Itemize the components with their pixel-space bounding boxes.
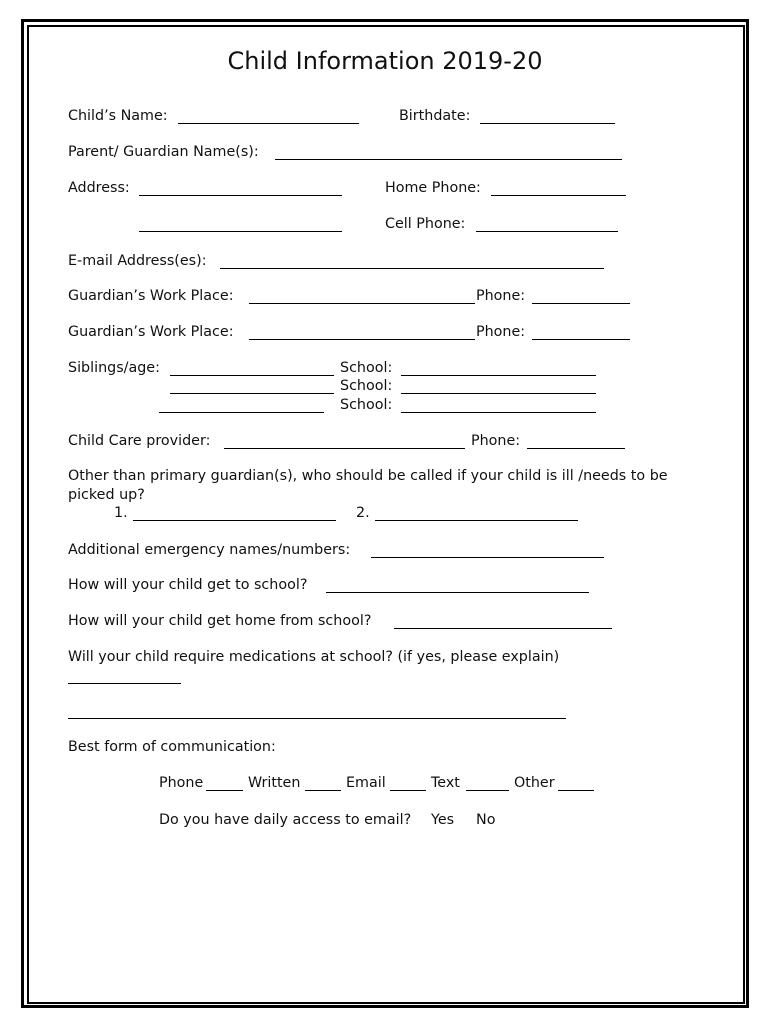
other-contact-question-line1: Other than primary guardian(s), who should be called if your child is ill /needs to be — [68, 468, 668, 484]
school-1-field[interactable] — [401, 375, 596, 376]
sibling-1-field[interactable] — [170, 375, 334, 376]
school-3-field[interactable] — [401, 412, 596, 413]
sibling-2-field[interactable] — [170, 393, 334, 394]
medications-field-1[interactable] — [68, 683, 181, 684]
option-phone-blank[interactable] — [206, 790, 243, 791]
sibling-3-field[interactable] — [159, 412, 324, 413]
get-home-field[interactable] — [394, 628, 612, 629]
school-2-field[interactable] — [401, 393, 596, 394]
cell-phone-label: Cell Phone: — [385, 216, 466, 232]
child-name-label: Child’s Name: — [68, 108, 168, 124]
school-2-label: School: — [340, 378, 393, 394]
siblings-label: Siblings/age: — [68, 360, 160, 376]
school-1-label: School: — [340, 360, 393, 376]
home-phone-field[interactable] — [491, 195, 626, 196]
option-email-label: Email — [346, 775, 386, 791]
work-phone-2-field[interactable] — [532, 339, 630, 340]
medications-label: Will your child require medications at school? (if yes, please explain) — [68, 649, 560, 665]
additional-emergency-label: Additional emergency names/numbers: — [68, 542, 351, 558]
birthdate-label: Birthdate: — [399, 108, 471, 124]
option-text-blank[interactable] — [466, 790, 509, 791]
child-name-field[interactable] — [178, 123, 359, 124]
cell-phone-field[interactable] — [476, 231, 618, 232]
contact-1-label: 1. — [114, 505, 128, 521]
birthdate-field[interactable] — [480, 123, 615, 124]
medications-field-2[interactable] — [68, 718, 566, 719]
email-access-question: Do you have daily access to email? — [159, 812, 412, 828]
other-contact-question-line2: picked up? — [68, 487, 145, 503]
contact-2-field[interactable] — [375, 520, 578, 521]
email-access-no[interactable]: No — [476, 812, 496, 828]
option-written-blank[interactable] — [305, 790, 341, 791]
option-other-blank[interactable] — [558, 790, 594, 791]
work-place-1-label: Guardian’s Work Place: — [68, 288, 234, 304]
child-care-field[interactable] — [224, 448, 465, 449]
home-phone-label: Home Phone: — [385, 180, 481, 196]
option-email-blank[interactable] — [390, 790, 426, 791]
parent-name-field[interactable] — [275, 159, 622, 160]
contact-1-field[interactable] — [133, 520, 336, 521]
school-3-label: School: — [340, 397, 393, 413]
page-title: Child Information 2019-20 — [227, 47, 543, 75]
email-label: E-mail Address(es): — [68, 253, 207, 269]
work-phone-1-label: Phone: — [476, 288, 526, 304]
child-care-phone-field[interactable] — [527, 448, 625, 449]
inner-border — [27, 25, 745, 1004]
get-home-label: How will your child get home from school? — [68, 613, 372, 629]
best-communication-label: Best form of communication: — [68, 739, 276, 755]
address-field-2[interactable] — [139, 231, 342, 232]
email-field[interactable] — [220, 268, 604, 269]
parent-name-label: Parent/ Guardian Name(s): — [68, 144, 259, 160]
get-to-school-field[interactable] — [326, 592, 589, 593]
work-place-2-label: Guardian’s Work Place: — [68, 324, 234, 340]
get-to-school-label: How will your child get to school? — [68, 577, 308, 593]
work-place-2-field[interactable] — [249, 339, 475, 340]
work-phone-2-label: Phone: — [476, 324, 526, 340]
work-place-1-field[interactable] — [249, 303, 475, 304]
additional-emergency-field[interactable] — [371, 557, 604, 558]
option-written-label: Written — [248, 775, 301, 791]
child-care-label: Child Care provider: — [68, 433, 211, 449]
work-phone-1-field[interactable] — [532, 303, 630, 304]
option-phone-label: Phone — [159, 775, 204, 791]
option-text-label: Text — [431, 775, 460, 791]
child-care-phone-label: Phone: — [471, 433, 521, 449]
option-other-label: Other — [514, 775, 555, 791]
email-access-yes[interactable]: Yes — [431, 812, 455, 828]
address-label: Address: — [68, 180, 130, 196]
address-field-1[interactable] — [139, 195, 342, 196]
contact-2-label: 2. — [356, 505, 370, 521]
